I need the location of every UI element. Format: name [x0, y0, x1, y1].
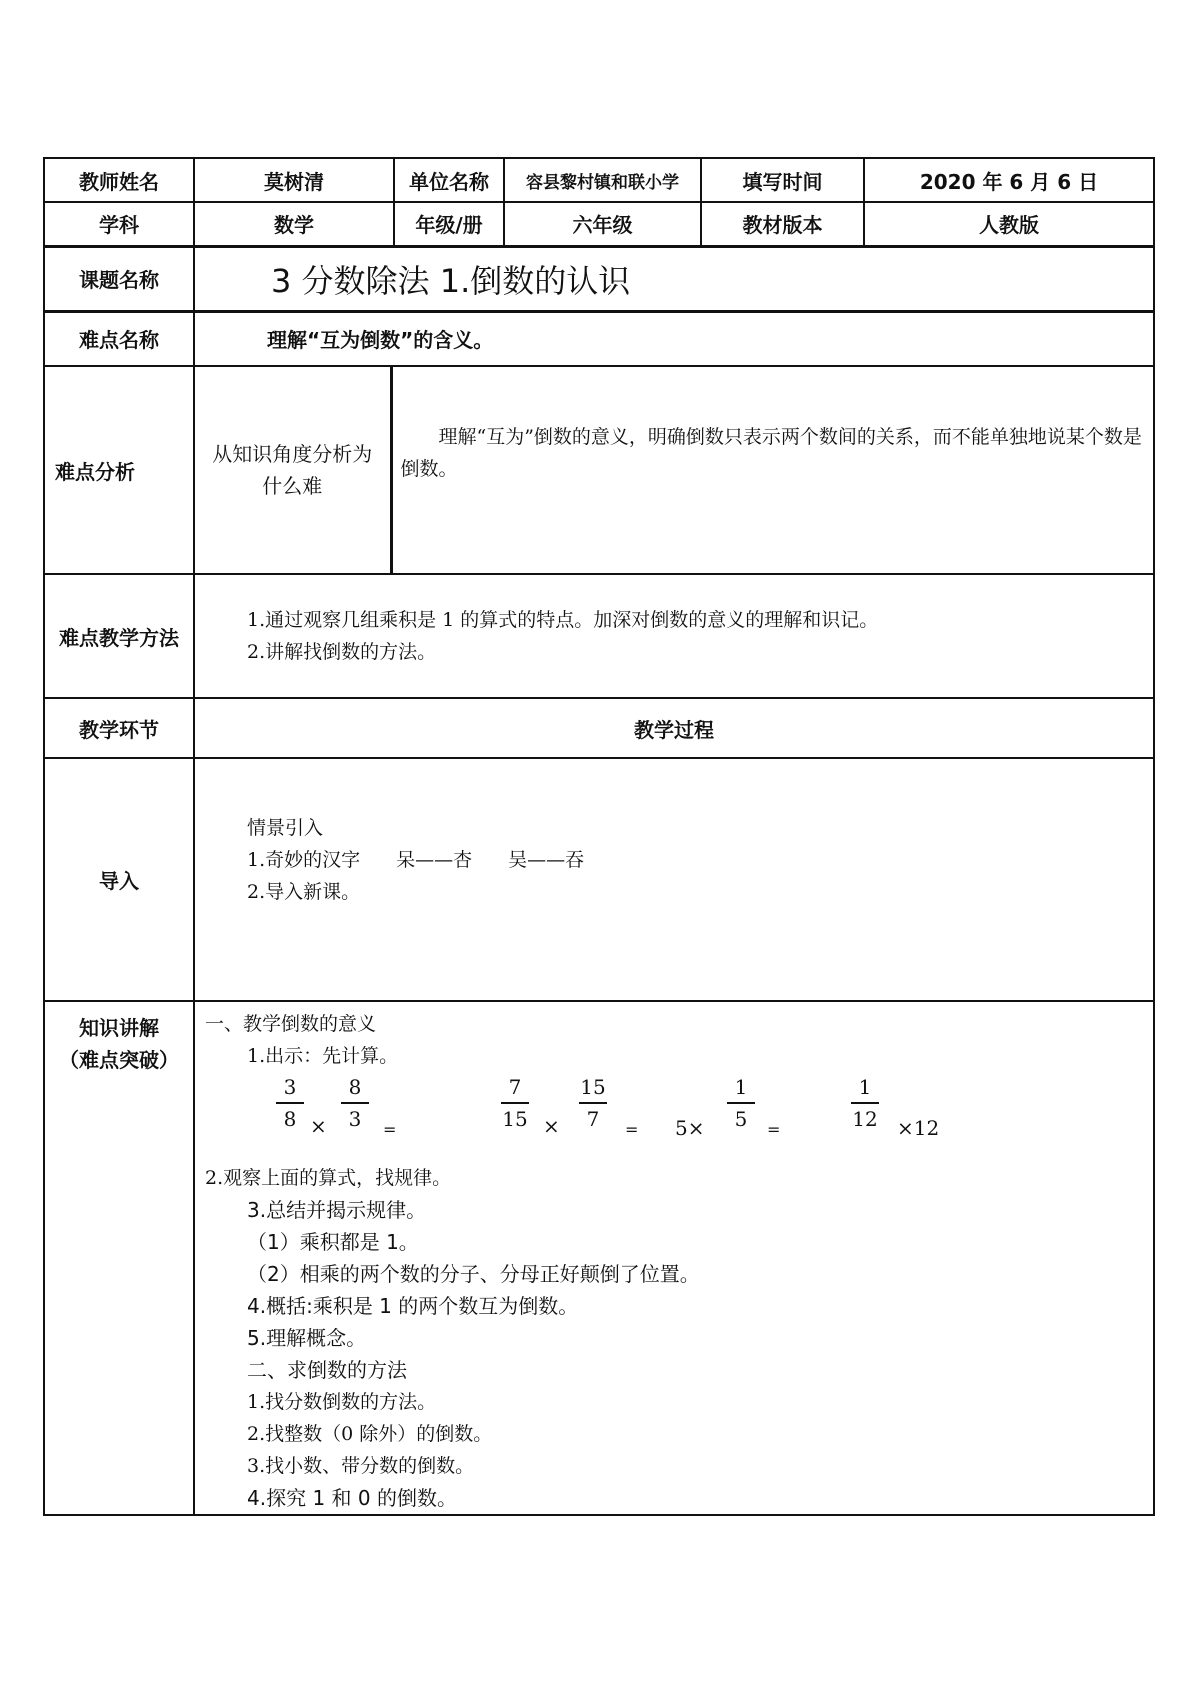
intro-line-2 [247, 844, 1153, 876]
knowledge-method-4: 4.探究 1 和 0 的倒数。 [247, 1486, 457, 1510]
process-stage-label: 教学环节 [44, 698, 194, 758]
fraction-15-7: 15 7 [580, 1075, 606, 1131]
header-row-2 [44, 202, 1154, 246]
analysis-text: 理解“互为”倒数的意义，明确倒数只表示两个数间的关系，而不能单独地说某个数是倒数。 [400, 426, 1142, 480]
fraction-1-12: 1 12 [852, 1075, 878, 1131]
five-times: 5× [675, 1116, 705, 1140]
knowledge-label-line-1: 知识讲解 [79, 1016, 159, 1040]
teacher-name-value: 莫树清 [194, 158, 394, 202]
difficulty-value: 理解“互为倒数”的含义。 [194, 311, 1154, 366]
knowledge-step-1: 1.出示：先计算。 [247, 1045, 399, 1067]
knowledge-rule-2: （2）相乘的两个数的分子、分母正好颠倒了位置。 [247, 1262, 700, 1286]
intro-char-pair-2: 吴——吞 [508, 848, 585, 871]
process-label: 教学过程 [194, 698, 1154, 758]
fill-date-value: 2020 年 6 月 6 日 [864, 158, 1154, 202]
fill-date-label: 填写时间 [701, 158, 864, 202]
grade-label: 年级/册 [394, 202, 504, 246]
fraction-7-15: 7 15 [502, 1075, 528, 1131]
method-row [44, 574, 1154, 698]
method-item-2: 2.讲解找倒数的方法。 [247, 641, 437, 663]
knowledge-row [44, 1001, 1154, 1515]
knowledge-method-2: 2.找整数（0 除外）的倒数。 [247, 1423, 493, 1445]
fraction-1-5: 1 5 [721, 1072, 761, 1134]
method-item-1: 1.通过观察几组乘积是 1 的算式的特点。加深对倒数的意义的理解和识记。 [247, 609, 879, 631]
intro-line-1: 情景引入 [247, 816, 324, 839]
knowledge-section-1: 一、教学倒数的意义 [205, 1013, 377, 1035]
analysis-text-cell [391, 366, 1154, 574]
times-sign-2: × [543, 1114, 560, 1138]
header-row-1 [44, 158, 1154, 202]
fraction-expressions [205, 1072, 1153, 1152]
knowledge-cell [194, 1001, 1154, 1515]
knowledge-method-1: 1.找分数倒数的方法。 [247, 1391, 437, 1413]
method-cell [194, 574, 1154, 698]
times-sign-1: × [310, 1114, 327, 1138]
teacher-name-label: 教师姓名 [44, 158, 194, 202]
equals-sign-3: = [767, 1120, 781, 1139]
subject-label: 学科 [44, 202, 194, 246]
intro-cell [194, 758, 1154, 1001]
edition-value: 人教版 [864, 202, 1154, 246]
unit-name-value: 容县黎村镇和联小学 [504, 158, 701, 202]
method-label: 难点教学方法 [44, 574, 194, 698]
equals-sign-2: = [625, 1120, 639, 1139]
fraction-8-3: 8 3 [335, 1072, 375, 1134]
unit-name-label: 单位名称 [394, 158, 504, 202]
topic-row [44, 246, 1154, 311]
knowledge-step-3: 3.总结并揭示规律。 [247, 1198, 427, 1222]
lesson-plan-table [43, 157, 1155, 1516]
analysis-row [44, 366, 1154, 574]
intro-line-3: 2.导入新课。 [247, 880, 361, 903]
difficulty-row [44, 311, 1154, 366]
topic-value: 3 分数除法 1.倒数的认识 [194, 246, 1154, 311]
grade-value: 六年级 [504, 202, 701, 246]
equals-sign-1: = [383, 1120, 397, 1139]
knowledge-method-3: 3.找小数、带分数的倒数。 [247, 1455, 475, 1477]
times-twelve: ×12 [897, 1116, 940, 1140]
analysis-sub-label: 从知识角度分析为什么难 [194, 366, 391, 574]
difficulty-label: 难点名称 [44, 311, 194, 366]
knowledge-step-4: 4.概括:乘积是 1 的两个数互为倒数。 [247, 1294, 579, 1318]
knowledge-label-line-2: （难点突破） [59, 1048, 179, 1072]
knowledge-section-2: 二、求倒数的方法 [247, 1358, 407, 1382]
fraction-3-8: 3 8 [270, 1072, 310, 1134]
intro-label: 导入 [44, 758, 194, 1001]
intro-char-pair-1: 呆——杏 [396, 848, 473, 871]
process-header-row [44, 698, 1154, 758]
topic-label: 课题名称 [44, 246, 194, 311]
intro-row [44, 758, 1154, 1001]
edition-label: 教材版本 [701, 202, 864, 246]
knowledge-step-2: 2.观察上面的算式，找规律。 [205, 1167, 452, 1189]
subject-value: 数学 [194, 202, 394, 246]
knowledge-step-5: 5.理解概念。 [247, 1326, 367, 1350]
knowledge-label-cell [44, 1001, 194, 1515]
intro-line-2-prefix: 1.奇妙的汉字 [247, 848, 361, 871]
knowledge-rule-1: （1）乘积都是 1。 [247, 1230, 419, 1254]
analysis-label: 难点分析 [44, 366, 194, 574]
